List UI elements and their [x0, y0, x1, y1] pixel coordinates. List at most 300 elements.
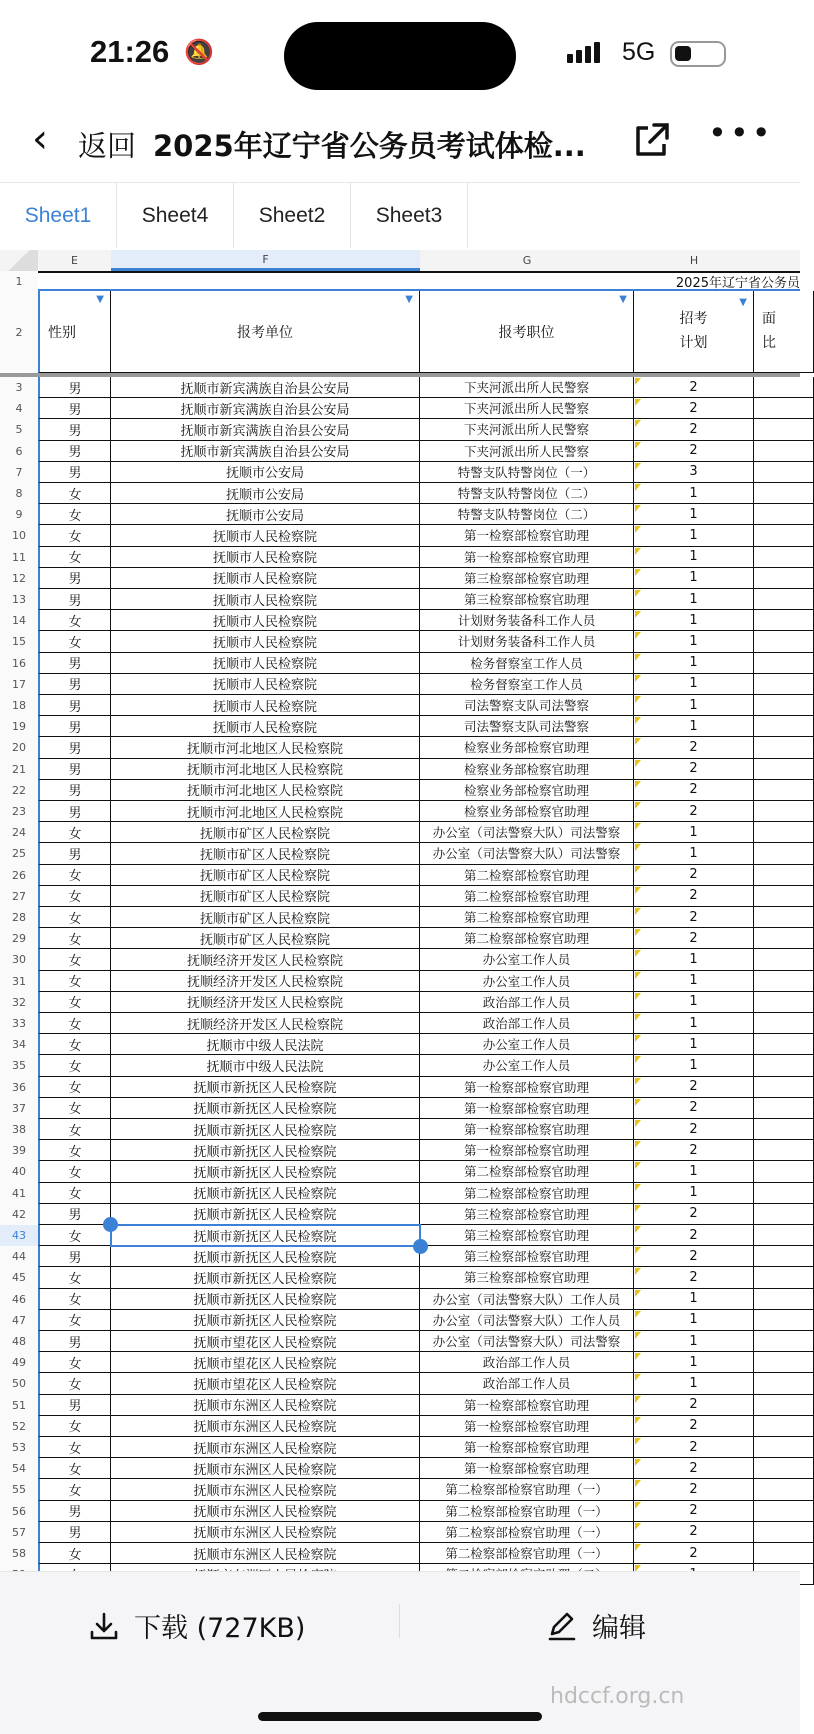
cell-next[interactable] — [754, 1416, 814, 1437]
comment-flag-icon[interactable] — [635, 484, 641, 491]
row-number[interactable]: 52 — [0, 1416, 38, 1437]
cell-unit[interactable]: 抚顺市东洲区人民检察院 — [111, 1437, 420, 1458]
comment-flag-icon[interactable] — [635, 823, 641, 830]
cell-plan[interactable]: 1 — [634, 695, 754, 716]
cell-unit[interactable]: 抚顺市东洲区人民检察院 — [111, 1458, 420, 1479]
cell-next[interactable] — [754, 398, 814, 419]
select-all-corner[interactable] — [0, 250, 38, 271]
comment-flag-icon[interactable] — [635, 463, 641, 470]
cell-next[interactable] — [754, 949, 814, 970]
cell-gender[interactable]: 男 — [38, 377, 111, 398]
row-number[interactable]: 40 — [0, 1161, 38, 1182]
header-gender[interactable] — [38, 291, 111, 373]
cell-gender[interactable]: 女 — [38, 886, 111, 907]
cell-gender[interactable]: 女 — [38, 928, 111, 949]
comment-flag-icon[interactable] — [635, 717, 641, 724]
cell-plan[interactable]: 2 — [634, 1246, 754, 1267]
comment-flag-icon[interactable] — [635, 590, 641, 597]
cell-unit[interactable]: 抚顺经济开发区人民检察院 — [111, 1013, 420, 1034]
cell-unit[interactable]: 抚顺市中级人民法院 — [111, 1055, 420, 1076]
row-number[interactable]: 7 — [0, 462, 38, 483]
cell-next[interactable] — [754, 547, 814, 568]
row-number[interactable]: 32 — [0, 992, 38, 1013]
cell-next[interactable] — [754, 1140, 814, 1161]
cell-unit[interactable]: 抚顺市望花区人民检察院 — [111, 1352, 420, 1373]
cell-gender[interactable]: 男 — [38, 674, 111, 695]
comment-flag-icon[interactable] — [635, 505, 641, 512]
cell-next[interactable] — [754, 971, 814, 992]
cell-gender[interactable]: 女 — [38, 483, 111, 504]
cell-gender[interactable]: 女 — [38, 1077, 111, 1098]
comment-flag-icon[interactable] — [635, 1290, 641, 1297]
cell-unit[interactable]: 抚顺市矿区人民检察院 — [111, 865, 420, 886]
row-number[interactable]: 33 — [0, 1013, 38, 1034]
cell-plan[interactable]: 1 — [634, 1183, 754, 1204]
cell-plan[interactable]: 2 — [634, 419, 754, 440]
tab-sheet3[interactable]: Sheet3 — [351, 183, 468, 249]
cell-unit[interactable]: 抚顺经济开发区人民检察院 — [111, 992, 420, 1013]
cell-next[interactable] — [754, 1055, 814, 1076]
edit-button[interactable] — [546, 1606, 646, 1645]
cell-next[interactable] — [754, 1289, 814, 1310]
cell-next[interactable] — [754, 1395, 814, 1416]
cell-unit[interactable]: 抚顺市矿区人民检察院 — [111, 928, 420, 949]
cell-unit[interactable]: 抚顺市矿区人民检察院 — [111, 886, 420, 907]
cell-gender[interactable]: 女 — [38, 631, 111, 652]
cell-next[interactable] — [754, 1161, 814, 1182]
row-number[interactable]: 8 — [0, 483, 38, 504]
cell-gender[interactable]: 男 — [38, 737, 111, 758]
cell-plan[interactable]: 2 — [634, 441, 754, 462]
row-number[interactable]: 15 — [0, 631, 38, 652]
cell-position[interactable]: 第一检察部检察官助理 — [420, 525, 634, 546]
cell-plan[interactable]: 1 — [634, 589, 754, 610]
comment-flag-icon[interactable] — [635, 908, 641, 915]
cell-plan[interactable]: 2 — [634, 377, 754, 398]
cell-position[interactable]: 下夹河派出所人民警察 — [420, 441, 634, 462]
row-number[interactable]: 42 — [0, 1204, 38, 1225]
cell-gender[interactable]: 男 — [38, 843, 111, 864]
cell-unit[interactable]: 抚顺市新抚区人民检察院 — [111, 1140, 420, 1161]
cell-next[interactable] — [754, 992, 814, 1013]
row-number[interactable]: 20 — [0, 737, 38, 758]
cell-position[interactable]: 办公室（司法警察大队）工作人员 — [420, 1289, 634, 1310]
comment-flag-icon[interactable] — [635, 887, 641, 894]
row-number[interactable]: 46 — [0, 1289, 38, 1310]
row-number[interactable]: 50 — [0, 1373, 38, 1394]
cell-plan[interactable]: 2 — [634, 1543, 754, 1564]
cell-position[interactable]: 政治部工作人员 — [420, 1013, 634, 1034]
cell-next[interactable] — [754, 1310, 814, 1331]
row-number[interactable]: 28 — [0, 907, 38, 928]
cell-plan[interactable]: 1 — [634, 1352, 754, 1373]
cell-gender[interactable]: 男 — [38, 1501, 111, 1522]
cell-position[interactable]: 办公室工作人员 — [420, 1034, 634, 1055]
cell-position[interactable]: 办公室（司法警察大队）司法警察 — [420, 843, 634, 864]
cell-position[interactable]: 第一检察部检察官助理 — [420, 1395, 634, 1416]
cell-gender[interactable]: 女 — [38, 1310, 111, 1331]
tab-sheet1[interactable]: Sheet1 — [0, 183, 117, 249]
cell-plan[interactable]: 1 — [634, 1013, 754, 1034]
cell-next[interactable] — [754, 631, 814, 652]
cell-position[interactable]: 检察业务部检察官助理 — [420, 759, 634, 780]
cell-unit[interactable]: 抚顺市东洲区人民检察院 — [111, 1479, 420, 1500]
cell-position[interactable]: 第一检察部检察官助理 — [420, 547, 634, 568]
back-chevron-icon[interactable]: ‹ — [32, 116, 48, 162]
comment-flag-icon[interactable] — [635, 1268, 641, 1275]
cell-plan[interactable]: 1 — [634, 992, 754, 1013]
cell-next[interactable] — [754, 1246, 814, 1267]
cell-unit[interactable]: 抚顺市河北地区人民检察院 — [111, 780, 420, 801]
cell-unit[interactable]: 抚顺市人民检察院 — [111, 610, 420, 631]
cell-position[interactable]: 司法警察支队司法警察 — [420, 695, 634, 716]
comment-flag-icon[interactable] — [635, 696, 641, 703]
row-number[interactable]: 21 — [0, 759, 38, 780]
cell-plan[interactable]: 2 — [634, 1437, 754, 1458]
cell-unit[interactable]: 抚顺市望花区人民检察院 — [111, 1373, 420, 1394]
cell-unit[interactable]: 抚顺市人民检察院 — [111, 547, 420, 568]
spreadsheet-grid[interactable] — [0, 248, 800, 1571]
cell-plan[interactable]: 1 — [634, 1373, 754, 1394]
comment-flag-icon[interactable] — [635, 1417, 641, 1424]
cell-position[interactable]: 第三检察部检察官助理 — [420, 1204, 634, 1225]
cell-unit[interactable]: 抚顺市新抚区人民检察院 — [111, 1246, 420, 1267]
cell-position[interactable]: 特警支队特警岗位（二） — [420, 483, 634, 504]
filter-icon[interactable]: ▼ — [96, 294, 104, 305]
cell-gender[interactable]: 女 — [38, 1013, 111, 1034]
comment-flag-icon[interactable] — [635, 1459, 641, 1466]
row-number[interactable]: 48 — [0, 1331, 38, 1352]
comment-flag-icon[interactable] — [635, 1502, 641, 1509]
row-number[interactable]: 6 — [0, 441, 38, 462]
cell-next[interactable] — [754, 610, 814, 631]
cell-gender[interactable]: 女 — [38, 1416, 111, 1437]
cell-next[interactable] — [754, 1183, 814, 1204]
column-header-h[interactable]: H — [689, 254, 699, 267]
cell-unit[interactable]: 抚顺经济开发区人民检察院 — [111, 949, 420, 970]
cell-position[interactable]: 第一检察部检察官助理 — [420, 1416, 634, 1437]
cell-next[interactable] — [754, 780, 814, 801]
more-icon[interactable]: ••• — [708, 114, 774, 152]
cell-next[interactable] — [754, 483, 814, 504]
cell-next[interactable] — [754, 419, 814, 440]
cell-plan[interactable]: 2 — [634, 865, 754, 886]
cell-unit[interactable]: 抚顺市新宾满族自治县公安局 — [111, 398, 420, 419]
comment-flag-icon[interactable] — [635, 972, 641, 979]
row-number[interactable]: 10 — [0, 525, 38, 546]
cell-next[interactable] — [754, 843, 814, 864]
cell-position[interactable]: 第二检察部检察官助理（一） — [420, 1479, 634, 1500]
cell-gender[interactable]: 男 — [38, 716, 111, 737]
cell-unit[interactable]: 抚顺市公安局 — [111, 483, 420, 504]
cell-next[interactable] — [754, 1267, 814, 1288]
comment-flag-icon[interactable] — [635, 442, 641, 449]
cell-next[interactable] — [754, 462, 814, 483]
comment-flag-icon[interactable] — [635, 1162, 641, 1169]
cell-position[interactable]: 第三检察部检察官助理 — [420, 1246, 634, 1267]
cell-next[interactable] — [754, 716, 814, 737]
selection-handle-start[interactable] — [103, 1217, 118, 1232]
cell-gender[interactable]: 女 — [38, 1289, 111, 1310]
cell-position[interactable]: 下夹河派出所人民警察 — [420, 377, 634, 398]
cell-gender[interactable]: 男 — [38, 1204, 111, 1225]
cell-plan[interactable]: 2 — [634, 1225, 754, 1246]
row-number[interactable]: 35 — [0, 1055, 38, 1076]
cell-unit[interactable]: 抚顺经济开发区人民检察院 — [111, 971, 420, 992]
cell-unit[interactable]: 抚顺市矿区人民检察院 — [111, 907, 420, 928]
row-number[interactable]: 18 — [0, 695, 38, 716]
cell-next[interactable] — [754, 759, 814, 780]
cell-unit[interactable]: 抚顺市新宾满族自治县公安局 — [111, 419, 420, 440]
cell-next[interactable] — [754, 737, 814, 758]
cell-position[interactable]: 第二检察部检察官助理 — [420, 928, 634, 949]
column-header-e[interactable]: E — [71, 254, 78, 267]
cell-plan[interactable]: 1 — [634, 949, 754, 970]
cell-gender[interactable]: 男 — [38, 695, 111, 716]
row-number[interactable]: 9 — [0, 504, 38, 525]
cell-gender[interactable]: 女 — [38, 525, 111, 546]
comment-flag-icon[interactable] — [635, 802, 641, 809]
cell-plan[interactable]: 1 — [634, 653, 754, 674]
row-number[interactable]: 27 — [0, 886, 38, 907]
row-number[interactable]: 36 — [0, 1077, 38, 1098]
cell-next[interactable] — [754, 377, 814, 398]
cell-plan[interactable]: 2 — [634, 1501, 754, 1522]
row-number[interactable]: 26 — [0, 865, 38, 886]
comment-flag-icon[interactable] — [635, 1141, 641, 1148]
cell-next[interactable] — [754, 1543, 814, 1564]
comment-flag-icon[interactable] — [635, 399, 641, 406]
row-number[interactable]: 24 — [0, 822, 38, 843]
cell-position[interactable]: 第二检察部检察官助理（一） — [420, 1543, 634, 1564]
row-number[interactable]: 43 — [0, 1225, 38, 1246]
row-number[interactable]: 14 — [0, 610, 38, 631]
cell-position[interactable]: 第二检察部检察官助理 — [420, 1161, 634, 1182]
cell-position[interactable]: 检察业务部检察官助理 — [420, 801, 634, 822]
cell-position[interactable]: 第二检察部检察官助理（一） — [420, 1522, 634, 1543]
cell-next[interactable] — [754, 1331, 814, 1352]
cell-plan[interactable]: 1 — [634, 568, 754, 589]
row-number[interactable]: 4 — [0, 398, 38, 419]
cell-gender[interactable]: 男 — [38, 1395, 111, 1416]
cell-position[interactable]: 第一检察部检察官助理 — [420, 1119, 634, 1140]
header-position[interactable] — [420, 291, 634, 373]
cell-plan[interactable]: 2 — [634, 1416, 754, 1437]
cell-unit[interactable]: 抚顺市东洲区人民检察院 — [111, 1416, 420, 1437]
cell-gender[interactable]: 男 — [38, 653, 111, 674]
row-number[interactable]: 47 — [0, 1310, 38, 1331]
cell-position[interactable]: 第三检察部检察官助理 — [420, 1267, 634, 1288]
cell-unit[interactable]: 抚顺市矿区人民检察院 — [111, 843, 420, 864]
cell-gender[interactable]: 男 — [38, 780, 111, 801]
cell-position[interactable]: 第二检察部检察官助理 — [420, 907, 634, 928]
cell-gender[interactable]: 女 — [38, 610, 111, 631]
cell-unit[interactable]: 抚顺市河北地区人民检察院 — [111, 801, 420, 822]
row-number[interactable]: 38 — [0, 1119, 38, 1140]
column-header-g[interactable]: G — [522, 254, 532, 267]
comment-flag-icon[interactable] — [635, 866, 641, 873]
row-number[interactable]: 17 — [0, 674, 38, 695]
cell-unit[interactable]: 抚顺市新抚区人民检察院 — [111, 1225, 420, 1246]
cell-position[interactable]: 办公室工作人员 — [420, 949, 634, 970]
cell-unit[interactable]: 抚顺市人民检察院 — [111, 674, 420, 695]
cell-next[interactable] — [754, 441, 814, 462]
cell-gender[interactable]: 女 — [38, 1437, 111, 1458]
sheet-title-cell[interactable]: 2025年辽宁省公务员 — [38, 271, 800, 291]
filter-icon[interactable]: ▼ — [739, 297, 747, 308]
cell-next[interactable] — [754, 907, 814, 928]
comment-flag-icon[interactable] — [635, 1014, 641, 1021]
comment-flag-icon[interactable] — [635, 1396, 641, 1403]
row-number[interactable]: 56 — [0, 1501, 38, 1522]
cell-gender[interactable]: 女 — [38, 547, 111, 568]
cell-position[interactable]: 办公室（司法警察大队）工作人员 — [420, 1310, 634, 1331]
row-number[interactable]: 3 — [0, 377, 38, 398]
cell-plan[interactable]: 2 — [634, 1522, 754, 1543]
filter-icon[interactable]: ▼ — [619, 294, 627, 305]
cell-unit[interactable]: 抚顺市河北地区人民检察院 — [111, 737, 420, 758]
cell-gender[interactable]: 女 — [38, 1267, 111, 1288]
header-plan[interactable] — [634, 291, 754, 373]
cell-gender[interactable]: 女 — [38, 1161, 111, 1182]
cell-next[interactable] — [754, 1479, 814, 1500]
cell-position[interactable]: 第一检察部检察官助理 — [420, 1098, 634, 1119]
cell-unit[interactable]: 抚顺市东洲区人民检察院 — [111, 1522, 420, 1543]
cell-next[interactable] — [754, 822, 814, 843]
cell-plan[interactable]: 1 — [634, 631, 754, 652]
row-number[interactable]: 37 — [0, 1098, 38, 1119]
cell-unit[interactable]: 抚顺市东洲区人民检察院 — [111, 1501, 420, 1522]
cell-next[interactable] — [754, 589, 814, 610]
cell-unit[interactable]: 抚顺市公安局 — [111, 504, 420, 525]
cell-position[interactable]: 办公室（司法警察大队）司法警察 — [420, 1331, 634, 1352]
cell-plan[interactable]: 1 — [634, 1161, 754, 1182]
comment-flag-icon[interactable] — [635, 1332, 641, 1339]
cell-next[interactable] — [754, 1458, 814, 1479]
comment-flag-icon[interactable] — [635, 1226, 641, 1233]
cell-unit[interactable]: 抚顺市东洲区人民检察院 — [111, 1543, 420, 1564]
cell-position[interactable]: 第一检察部检察官助理 — [420, 1077, 634, 1098]
cell-gender[interactable]: 男 — [38, 419, 111, 440]
cell-unit[interactable]: 抚顺市新抚区人民检察院 — [111, 1267, 420, 1288]
comment-flag-icon[interactable] — [635, 760, 641, 767]
cell-plan[interactable]: 1 — [634, 971, 754, 992]
comment-flag-icon[interactable] — [635, 1099, 641, 1106]
cell-position[interactable]: 下夹河派出所人民警察 — [420, 419, 634, 440]
row-number[interactable]: 57 — [0, 1522, 38, 1543]
cell-plan[interactable]: 2 — [634, 737, 754, 758]
row-number[interactable]: 29 — [0, 928, 38, 949]
comment-flag-icon[interactable] — [635, 1247, 641, 1254]
cell-plan[interactable]: 2 — [634, 759, 754, 780]
row-number[interactable]: 12 — [0, 568, 38, 589]
cell-position[interactable]: 检务督察室工作人员 — [420, 653, 634, 674]
cell-plan[interactable]: 2 — [634, 1204, 754, 1225]
cell-gender[interactable]: 男 — [38, 462, 111, 483]
cell-gender[interactable]: 女 — [38, 1225, 111, 1246]
cell-gender[interactable]: 女 — [38, 1183, 111, 1204]
cell-gender[interactable]: 女 — [38, 1352, 111, 1373]
cell-position[interactable]: 检察业务部检察官助理 — [420, 780, 634, 801]
cell-plan[interactable]: 3 — [634, 462, 754, 483]
cell-gender[interactable]: 女 — [38, 1373, 111, 1394]
cell-plan[interactable]: 1 — [634, 483, 754, 504]
cell-plan[interactable]: 2 — [634, 1140, 754, 1161]
comment-flag-icon[interactable] — [635, 1056, 641, 1063]
cell-gender[interactable]: 女 — [38, 1479, 111, 1500]
cell-gender[interactable]: 女 — [38, 1098, 111, 1119]
comment-flag-icon[interactable] — [635, 950, 641, 957]
comment-flag-icon[interactable] — [635, 1374, 641, 1381]
comment-flag-icon[interactable] — [635, 781, 641, 788]
comment-flag-icon[interactable] — [635, 611, 641, 618]
cell-next[interactable] — [754, 1373, 814, 1394]
comment-flag-icon[interactable] — [635, 1184, 641, 1191]
cell-next[interactable] — [754, 653, 814, 674]
comment-flag-icon[interactable] — [635, 1311, 641, 1318]
cell-plan[interactable]: 2 — [634, 1077, 754, 1098]
download-button[interactable] — [88, 1606, 305, 1645]
header-unit[interactable] — [111, 291, 420, 373]
cell-next[interactable] — [754, 1522, 814, 1543]
cell-unit[interactable]: 抚顺市新抚区人民检察院 — [111, 1161, 420, 1182]
cell-plan[interactable]: 2 — [634, 1267, 754, 1288]
cell-gender[interactable]: 女 — [38, 822, 111, 843]
share-icon[interactable] — [632, 120, 672, 160]
cell-position[interactable]: 下夹河派出所人民警察 — [420, 398, 634, 419]
cell-position[interactable]: 检察业务部检察官助理 — [420, 737, 634, 758]
cell-next[interactable] — [754, 1077, 814, 1098]
cell-position[interactable]: 特警支队特警岗位（二） — [420, 504, 634, 525]
cell-unit[interactable]: 抚顺市人民检察院 — [111, 568, 420, 589]
cell-plan[interactable]: 2 — [634, 928, 754, 949]
row-number[interactable]: 11 — [0, 547, 38, 568]
row-number[interactable]: 22 — [0, 780, 38, 801]
cell-next[interactable] — [754, 928, 814, 949]
row-number[interactable]: 54 — [0, 1458, 38, 1479]
cell-plan[interactable]: 1 — [634, 822, 754, 843]
comment-flag-icon[interactable] — [635, 1205, 641, 1212]
row-number[interactable]: 44 — [0, 1246, 38, 1267]
cell-position[interactable]: 第二检察部检察官助理（一） — [420, 1501, 634, 1522]
cell-gender[interactable]: 女 — [38, 1140, 111, 1161]
cell-plan[interactable]: 1 — [634, 1055, 754, 1076]
cell-gender[interactable]: 女 — [38, 949, 111, 970]
cell-plan[interactable]: 2 — [634, 886, 754, 907]
cell-unit[interactable]: 抚顺市新抚区人民检察院 — [111, 1119, 420, 1140]
cell-position[interactable]: 检务督察室工作人员 — [420, 674, 634, 695]
cell-plan[interactable]: 2 — [634, 1119, 754, 1140]
cell-unit[interactable]: 抚顺市人民检察院 — [111, 525, 420, 546]
row-number[interactable]: 41 — [0, 1183, 38, 1204]
cell-unit[interactable]: 抚顺市新抚区人民检察院 — [111, 1310, 420, 1331]
cell-next[interactable] — [754, 886, 814, 907]
cell-gender[interactable]: 男 — [38, 589, 111, 610]
comment-flag-icon[interactable] — [635, 1353, 641, 1360]
cell-next[interactable] — [754, 1437, 814, 1458]
cell-gender[interactable]: 男 — [38, 441, 111, 462]
cell-next[interactable] — [754, 1501, 814, 1522]
cell-unit[interactable]: 抚顺市河北地区人民检察院 — [111, 759, 420, 780]
cell-position[interactable]: 计划财务装备科工作人员 — [420, 610, 634, 631]
cell-position[interactable]: 第一检察部检察官助理 — [420, 1140, 634, 1161]
cell-next[interactable] — [754, 1034, 814, 1055]
comment-flag-icon[interactable] — [635, 548, 641, 555]
cell-plan[interactable]: 1 — [634, 1034, 754, 1055]
cell-unit[interactable]: 抚顺市人民检察院 — [111, 716, 420, 737]
cell-plan[interactable]: 2 — [634, 398, 754, 419]
comment-flag-icon[interactable] — [635, 1035, 641, 1042]
